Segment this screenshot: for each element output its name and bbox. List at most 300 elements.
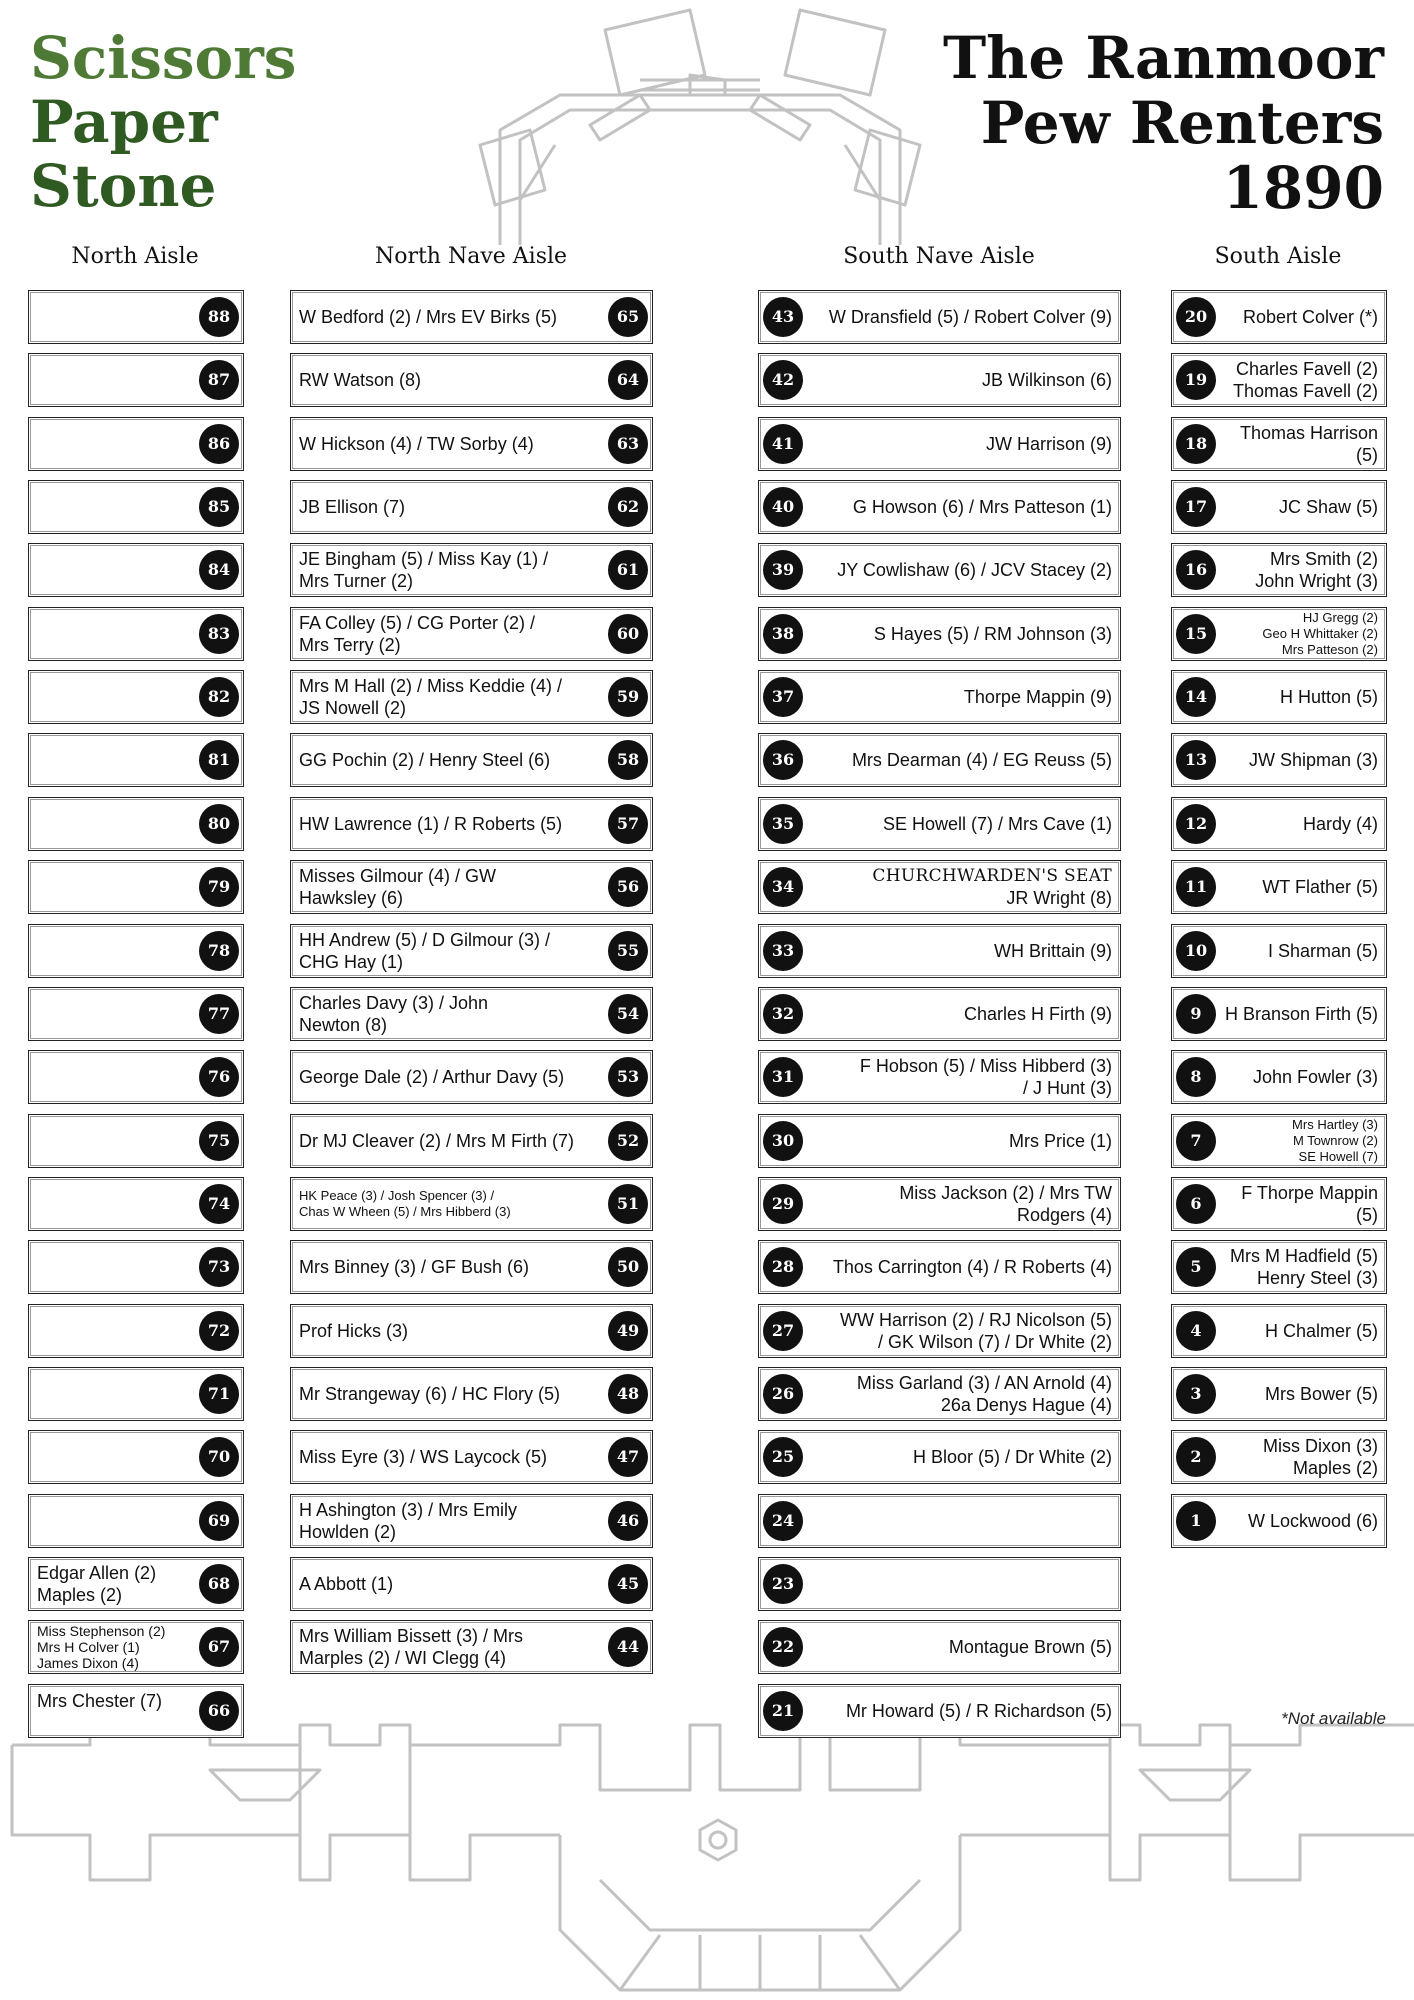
- pew-renters: [1224, 1178, 1378, 1230]
- renter-line: Mrs H Colver (1): [37, 1639, 140, 1655]
- renter-line: I Sharman (5): [1267, 941, 1378, 961]
- renter-line: Edgar Allen (2): [37, 1563, 157, 1583]
- pew-number-badge: 58: [608, 740, 648, 780]
- renter-line: Miss Garland (3) / AN Arnold (4): [856, 1373, 1112, 1393]
- pew-renters: [299, 734, 602, 786]
- pew-renters: [1224, 798, 1378, 850]
- pew-30: [758, 1114, 1121, 1168]
- renter-line: John Wright (3): [1255, 571, 1378, 591]
- pew-renters: [811, 291, 1112, 343]
- renter-line: James Dixon (4): [37, 1655, 139, 1671]
- pew-number-badge: 10: [1176, 931, 1216, 971]
- pew-renters: [811, 1621, 1112, 1673]
- pew-renters: [1224, 861, 1378, 913]
- renter-line: Mrs M Hadfield (5): [1229, 1246, 1378, 1266]
- pew-number-badge: 37: [763, 677, 803, 717]
- pew-renters: [37, 1305, 193, 1357]
- renter-line: H Chalmer (5): [1264, 1321, 1378, 1341]
- pew-31: [758, 1050, 1121, 1104]
- brand-line-2: Paper: [30, 88, 218, 156]
- pew-renters: [299, 1368, 602, 1420]
- renter-line: Chas W Wheen (5) / Mrs Hibberd (3): [299, 1204, 511, 1219]
- pew-renters: [37, 354, 193, 406]
- renter-line: JW Harrison (9): [985, 434, 1112, 454]
- pew-renters: [811, 1115, 1112, 1167]
- pew-renters: [299, 1305, 602, 1357]
- renter-line: WH Brittain (9): [993, 941, 1112, 961]
- pew-number-badge: 41: [763, 424, 803, 464]
- renter-line: HK Peace (3) / Josh Spencer (3) /: [299, 1188, 495, 1203]
- renter-line: H Ashington (3) / Mrs Emily: [299, 1500, 518, 1520]
- renter-line: Mrs M Hall (2) / Miss Keddie (4) /: [299, 676, 563, 696]
- renter-line: Dr MJ Cleaver (2) / Mrs M Firth (7): [299, 1131, 575, 1151]
- renter-line: G Howson (6) / Mrs Patteson (1): [852, 497, 1112, 517]
- pew-45: [290, 1557, 653, 1611]
- pew-number-badge: 83: [199, 614, 239, 654]
- pew-82: [28, 670, 244, 724]
- pew-68: [28, 1557, 244, 1611]
- pew-renters: [811, 418, 1112, 470]
- pew-renters: [299, 1115, 602, 1167]
- pew-renters: [1224, 988, 1378, 1040]
- pew-renters: [299, 1558, 602, 1610]
- pew-renters: [811, 988, 1112, 1040]
- pew-52: [290, 1114, 653, 1168]
- pew-renters: [1224, 1115, 1378, 1167]
- pew-86: [28, 417, 244, 471]
- pew-15: [1171, 607, 1387, 661]
- pew-12: [1171, 797, 1387, 851]
- pew-number-badge: 55: [608, 931, 648, 971]
- pew-number-badge: 81: [199, 740, 239, 780]
- renter-line: A Abbott (1): [299, 1574, 394, 1594]
- pew-number-badge: 24: [763, 1501, 803, 1541]
- pew-number-badge: 75: [199, 1121, 239, 1161]
- pew-renters: [811, 671, 1112, 723]
- pew-61: [290, 543, 653, 597]
- pew-number-badge: 14: [1176, 677, 1216, 717]
- pew-renters: [1224, 354, 1378, 406]
- pew-renters: [1224, 671, 1378, 723]
- pew-72: [28, 1304, 244, 1358]
- pew-number-badge: 36: [763, 740, 803, 780]
- pew-56: [290, 860, 653, 914]
- renter-line: Charles Davy (3) / John: [299, 993, 489, 1013]
- renter-line: Maples (2): [37, 1585, 123, 1605]
- pew-number-badge: 70: [199, 1437, 239, 1477]
- pew-renters: [37, 671, 193, 723]
- pew-renters: [37, 418, 193, 470]
- pew-number-badge: 25: [763, 1437, 803, 1477]
- pew-18: [1171, 417, 1387, 471]
- pew-73: [28, 1240, 244, 1294]
- pew-number-badge: 56: [608, 867, 648, 907]
- brand-line-3: Stone: [30, 152, 217, 220]
- pew-48: [290, 1367, 653, 1421]
- pew-19: [1171, 353, 1387, 407]
- pew-81: [28, 733, 244, 787]
- pew-renters: [811, 734, 1112, 786]
- pew-62: [290, 480, 653, 534]
- pew-number-badge: 85: [199, 487, 239, 527]
- pew-renters: [299, 1621, 602, 1673]
- south-nave-heading: South Nave Aisle: [843, 244, 1035, 269]
- pew-number-badge: 61: [608, 550, 648, 590]
- pew-58: [290, 733, 653, 787]
- pew-47: [290, 1430, 653, 1484]
- pew-34: [758, 860, 1121, 914]
- pew-renters: [1224, 291, 1378, 343]
- pew-renters: [299, 418, 602, 470]
- pew-number-badge: 7: [1176, 1121, 1216, 1161]
- pew-number-badge: 43: [763, 297, 803, 337]
- pew-number-badge: 33: [763, 931, 803, 971]
- pew-number-badge: 6: [1176, 1184, 1216, 1224]
- pew-renters: [37, 861, 193, 913]
- pew-renters: [37, 544, 193, 596]
- renter-line: Miss Stephenson (2): [37, 1623, 166, 1639]
- renter-line: / GK Wilson (7) / Dr White (2): [877, 1332, 1112, 1352]
- pew-renters: [1224, 1051, 1378, 1103]
- pew-number-badge: 73: [199, 1247, 239, 1287]
- pew-renters: [1224, 734, 1378, 786]
- renter-line: W Dransfield (5) / Robert Colver (9): [828, 307, 1112, 327]
- pew-number-badge: 50: [608, 1247, 648, 1287]
- pew-24: [758, 1494, 1121, 1548]
- pew-44: [290, 1620, 653, 1674]
- title-line-2: Pew Renters: [980, 89, 1384, 157]
- pew-renters: [811, 1495, 1112, 1547]
- pew-32: [758, 987, 1121, 1041]
- pew-42: [758, 353, 1121, 407]
- pew-number-badge: 40: [763, 487, 803, 527]
- pew-69: [28, 1494, 244, 1548]
- pew-75: [28, 1114, 244, 1168]
- renter-line: Thos Carrington (4) / R Roberts (4): [832, 1257, 1112, 1277]
- renter-line: HH Andrew (5) / D Gilmour (3) /: [299, 930, 551, 950]
- pew-renters: [811, 1241, 1112, 1293]
- pew-6: [1171, 1177, 1387, 1231]
- renter-line: Mrs Patteson (2): [1281, 642, 1378, 657]
- pew-renters: [811, 481, 1112, 533]
- renter-line: JB Wilkinson (6): [981, 370, 1112, 390]
- renter-line: Mrs Smith (2): [1270, 549, 1378, 569]
- pew-renters: [299, 291, 602, 343]
- pew-number-badge: 74: [199, 1184, 239, 1224]
- pew-67: [28, 1620, 244, 1674]
- pew-renters: [299, 544, 602, 596]
- pew-number-badge: 19: [1176, 360, 1216, 400]
- pew-number-badge: 82: [199, 677, 239, 717]
- pew-70: [28, 1430, 244, 1484]
- pew-83: [28, 607, 244, 661]
- pew-renters: [37, 1115, 193, 1167]
- pew-renters: [1224, 544, 1378, 596]
- pew-renters: [811, 544, 1112, 596]
- renter-line: JY Cowlishaw (6) / JCV Stacey (2): [837, 560, 1112, 580]
- pew-number-badge: 79: [199, 867, 239, 907]
- pew-number-badge: 45: [608, 1564, 648, 1604]
- pew-37: [758, 670, 1121, 724]
- renter-line: JW Shipman (3): [1248, 750, 1378, 770]
- pew-14: [1171, 670, 1387, 724]
- pew-renters: [37, 798, 193, 850]
- renter-line: F Thorpe Mappin (5): [1241, 1183, 1378, 1225]
- pew-number-badge: 51: [608, 1184, 648, 1224]
- pew-41: [758, 417, 1121, 471]
- brand-line-1: Scissors: [30, 24, 297, 92]
- pew-28: [758, 1240, 1121, 1294]
- pew-renters: [299, 861, 602, 913]
- pew-number-badge: 52: [608, 1121, 648, 1161]
- renter-line: Robert Colver (*): [1242, 307, 1378, 327]
- pew-74: [28, 1177, 244, 1231]
- pew-number-badge: 20: [1176, 297, 1216, 337]
- pew-number-badge: 17: [1176, 487, 1216, 527]
- pew-60: [290, 607, 653, 661]
- pew-number-badge: 47: [608, 1437, 648, 1477]
- north-aisle-heading: North Aisle: [71, 244, 199, 269]
- renter-line: WT Flather (5): [1262, 877, 1378, 897]
- renter-line: Miss Jackson (2) / Mrs TW: [899, 1183, 1112, 1203]
- pew-number-badge: 49: [608, 1311, 648, 1351]
- renter-line: Mrs William Bissett (3) / Mrs: [299, 1626, 523, 1646]
- renter-line: Mrs Binney (3) / GF Bush (6): [299, 1257, 530, 1277]
- footnote: *Not available: [1281, 1709, 1386, 1728]
- renter-line: W Bedford (2) / Mrs EV Birks (5): [299, 307, 558, 327]
- pew-66: [28, 1684, 244, 1738]
- pew-number-badge: 18: [1176, 424, 1216, 464]
- pew-renters: [811, 925, 1112, 977]
- renter-line: Prof Hicks (3): [299, 1321, 409, 1341]
- pew-2: [1171, 1430, 1387, 1484]
- pew-17: [1171, 480, 1387, 534]
- renter-line: HW Lawrence (1) / R Roberts (5): [299, 814, 563, 834]
- pew-renters: [1224, 481, 1378, 533]
- pew-35: [758, 797, 1121, 851]
- pew-11: [1171, 860, 1387, 914]
- pew-renters: [299, 481, 602, 533]
- renter-line: WW Harrison (2) / RJ Nicolson (5): [839, 1310, 1112, 1330]
- pew-renters: [37, 1178, 193, 1230]
- pew-78: [28, 924, 244, 978]
- pew-number-badge: 35: [763, 804, 803, 844]
- pew-1: [1171, 1494, 1387, 1548]
- pew-number-badge: 53: [608, 1057, 648, 1097]
- pew-number-badge: 46: [608, 1501, 648, 1541]
- renter-line: Mrs Bower (5): [1264, 1384, 1378, 1404]
- pew-number-badge: 32: [763, 994, 803, 1034]
- renter-line: W Lockwood (6): [1247, 1511, 1378, 1531]
- south-aisle-heading: South Aisle: [1214, 244, 1342, 269]
- pew-85: [28, 480, 244, 534]
- pew-renters: [1224, 1368, 1378, 1420]
- pew-7: [1171, 1114, 1387, 1168]
- pew-number-badge: 84: [199, 550, 239, 590]
- renter-line: Mrs Chester (7): [37, 1691, 163, 1711]
- pew-59: [290, 670, 653, 724]
- pew-renters: [811, 1368, 1112, 1420]
- pew-renters: [37, 608, 193, 660]
- renter-line: H Hutton (5): [1279, 687, 1378, 707]
- pew-number-badge: 15: [1176, 614, 1216, 654]
- pew-number-badge: 28: [763, 1247, 803, 1287]
- pew-renters: [811, 354, 1112, 406]
- renter-line: Howlden (2): [299, 1522, 397, 1542]
- pew-renters: [1224, 925, 1378, 977]
- pew-renters: [299, 798, 602, 850]
- pew-number-badge: 59: [608, 677, 648, 717]
- pew-number-badge: 31: [763, 1057, 803, 1097]
- pew-number-badge: 71: [199, 1374, 239, 1414]
- renter-line: Mrs Terry (2): [299, 635, 401, 655]
- pew-number-badge: 27: [763, 1311, 803, 1351]
- renter-line: CHURCHWARDEN'S SEAT: [872, 866, 1112, 886]
- pew-number-badge: 54: [608, 994, 648, 1034]
- pew-39: [758, 543, 1121, 597]
- renter-line: Mrs Dearman (4) / EG Reuss (5): [851, 750, 1112, 770]
- renter-line: H Bloor (5) / Dr White (2): [912, 1447, 1112, 1467]
- pew-84: [28, 543, 244, 597]
- pew-21: [758, 1684, 1121, 1738]
- pew-number-badge: 76: [199, 1057, 239, 1097]
- pew-number-badge: 68: [199, 1564, 239, 1604]
- pew-renters: [37, 1051, 193, 1103]
- pew-80: [28, 797, 244, 851]
- pew-number-badge: 42: [763, 360, 803, 400]
- renter-line: Thomas Favell (2): [1232, 381, 1378, 401]
- pew-65: [290, 290, 653, 344]
- pew-87: [28, 353, 244, 407]
- pew-number-badge: 13: [1176, 740, 1216, 780]
- pew-number-badge: 38: [763, 614, 803, 654]
- renter-line: Mrs Hartley (3): [1292, 1117, 1378, 1132]
- pew-50: [290, 1240, 653, 1294]
- pew-27: [758, 1304, 1121, 1358]
- pew-33: [758, 924, 1121, 978]
- renter-line: Mrs Turner (2): [299, 571, 414, 591]
- pew-renters: [299, 1431, 602, 1483]
- pew-20: [1171, 290, 1387, 344]
- pew-renters: [299, 1051, 602, 1103]
- pew-renters: [299, 608, 602, 660]
- pew-number-badge: 1: [1176, 1501, 1216, 1541]
- pew-renters: [811, 1685, 1112, 1737]
- pew-number-badge: 67: [199, 1627, 239, 1667]
- pew-renters: [811, 1431, 1112, 1483]
- renter-line: Montague Brown (5): [948, 1637, 1112, 1657]
- pew-number-badge: 21: [763, 1691, 803, 1731]
- pew-number-badge: 57: [608, 804, 648, 844]
- pew-4: [1171, 1304, 1387, 1358]
- pew-64: [290, 353, 653, 407]
- pew-53: [290, 1050, 653, 1104]
- pew-number-badge: 8: [1176, 1057, 1216, 1097]
- pew-number-badge: 4: [1176, 1311, 1216, 1351]
- pew-79: [28, 860, 244, 914]
- renter-line: JB Ellison (7): [299, 497, 406, 517]
- brand-logo: [30, 26, 330, 218]
- pew-number-badge: 30: [763, 1121, 803, 1161]
- pew-number-badge: 26: [763, 1374, 803, 1414]
- renter-line: George Dale (2) / Arthur Davy (5): [299, 1067, 565, 1087]
- renter-line: FA Colley (5) / CG Porter (2) /: [299, 613, 536, 633]
- pew-3: [1171, 1367, 1387, 1421]
- renter-line: Mr Strangeway (6) / HC Flory (5): [299, 1384, 561, 1404]
- pew-renters: [1224, 1305, 1378, 1357]
- pew-number-badge: 77: [199, 994, 239, 1034]
- renter-line: JS Nowell (2): [299, 698, 407, 718]
- pew-5: [1171, 1240, 1387, 1294]
- pew-renters: [37, 291, 193, 343]
- pew-renters: [811, 861, 1112, 913]
- pew-renters: [1224, 418, 1378, 470]
- pew-renters: [37, 925, 193, 977]
- pew-number-badge: 88: [199, 297, 239, 337]
- renter-line: SE Howell (7) / Mrs Cave (1): [882, 814, 1112, 834]
- pew-number-badge: 48: [608, 1374, 648, 1414]
- renter-line: John Fowler (3): [1252, 1067, 1378, 1087]
- pew-77: [28, 987, 244, 1041]
- renter-line: HJ Gregg (2): [1302, 610, 1378, 625]
- pew-number-badge: 62: [608, 487, 648, 527]
- renter-line: Miss Dixon (3): [1262, 1436, 1378, 1456]
- pew-renters: [299, 925, 602, 977]
- renter-line: Charles Favell (2): [1235, 359, 1378, 379]
- pew-renters: [299, 988, 602, 1040]
- pew-number-badge: 44: [608, 1627, 648, 1667]
- pew-number-badge: 22: [763, 1627, 803, 1667]
- pew-renters: [811, 1051, 1112, 1103]
- pew-number-badge: 72: [199, 1311, 239, 1351]
- pew-renters: [811, 1558, 1112, 1610]
- pew-number-badge: 16: [1176, 550, 1216, 590]
- renter-line: / J Hunt (3): [1022, 1078, 1112, 1098]
- north-nave-heading: North Nave Aisle: [374, 244, 568, 269]
- pew-57: [290, 797, 653, 851]
- renter-line: Misses Gilmour (4) / GW: [299, 866, 497, 886]
- pew-22: [758, 1620, 1121, 1674]
- pew-number-badge: 69: [199, 1501, 239, 1541]
- page-title: [864, 26, 1384, 221]
- pew-16: [1171, 543, 1387, 597]
- pew-29: [758, 1177, 1121, 1231]
- pew-renters: [811, 608, 1112, 660]
- renter-line: Geo H Whittaker (2): [1262, 626, 1378, 641]
- pew-number-badge: 5: [1176, 1247, 1216, 1287]
- pew-number-badge: 66: [199, 1691, 239, 1731]
- renter-line: W Hickson (4) / TW Sorby (4): [299, 434, 534, 454]
- renter-line: Hawksley (6): [299, 888, 404, 908]
- renter-line: M Townrow (2): [1292, 1133, 1378, 1148]
- pew-renters: [811, 1305, 1112, 1357]
- pew-renters: [37, 1495, 193, 1547]
- renter-line: RW Watson (8): [299, 370, 422, 390]
- pew-88: [28, 290, 244, 344]
- pew-renters: [1224, 1241, 1378, 1293]
- pew-26: [758, 1367, 1121, 1421]
- renter-line: Miss Eyre (3) / WS Laycock (5): [299, 1447, 548, 1467]
- pew-renters: [37, 1558, 193, 1610]
- pew-renters: [37, 481, 193, 533]
- pew-10: [1171, 924, 1387, 978]
- renter-line: GG Pochin (2) / Henry Steel (6): [299, 750, 551, 770]
- renter-line: Mr Howard (5) / R Richardson (5): [845, 1701, 1112, 1721]
- pew-36: [758, 733, 1121, 787]
- renter-line: CHG Hay (1): [299, 952, 404, 972]
- pew-43: [758, 290, 1121, 344]
- pew-number-badge: 11: [1176, 867, 1216, 907]
